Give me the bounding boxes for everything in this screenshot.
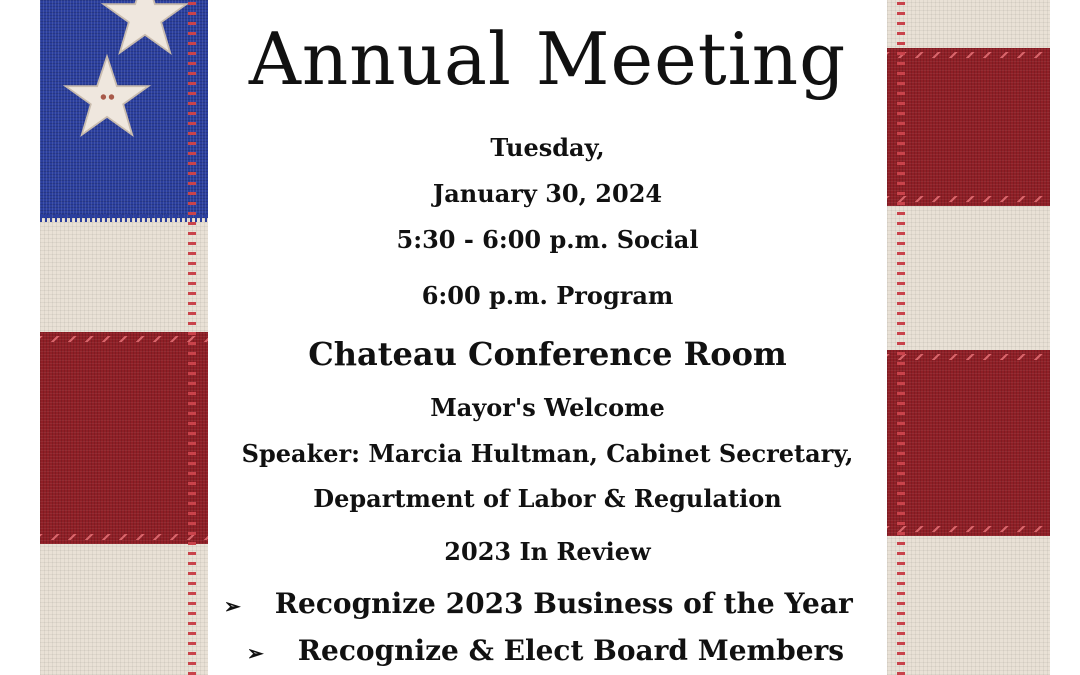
stitch-line <box>897 0 905 675</box>
event-day: Tuesday, <box>490 133 605 162</box>
arrow-bullet-icon: ➢ <box>224 593 241 618</box>
star-icon <box>100 0 190 60</box>
left-flag-decoration <box>40 0 208 675</box>
right-flag-decoration <box>887 0 1050 675</box>
red-stripe <box>887 48 1050 206</box>
event-location: Chateau Conference Room <box>308 335 787 373</box>
stitch-line <box>188 0 196 675</box>
program-time: 6:00 p.m. Program <box>421 281 674 310</box>
year-in-review: 2023 In Review <box>444 537 651 566</box>
speaker-line-2: Department of Labor & Regulation <box>313 484 782 513</box>
red-stripe <box>887 350 1050 536</box>
star-icon <box>62 52 152 142</box>
agenda-bullet <box>224 584 853 626</box>
mayors-welcome: Mayor's Welcome <box>430 393 665 422</box>
agenda-bullet <box>247 631 844 673</box>
bullet-text: Recognize 2023 Business of the Year <box>274 587 853 620</box>
speaker-line-1: Speaker: Marcia Hultman, Cabinet Secretary, <box>241 439 854 468</box>
page-title: Annual Meeting <box>248 17 847 101</box>
arrow-bullet-icon: ➢ <box>247 640 264 665</box>
event-date: January 30, 2024 <box>432 179 663 208</box>
bullet-text: Recognize & Elect Board Members <box>297 634 845 667</box>
red-stripe <box>40 332 208 544</box>
canton-fringe <box>40 214 208 222</box>
flyer-content <box>215 0 880 675</box>
social-time: 5:30 - 6:00 p.m. Social <box>396 225 699 254</box>
